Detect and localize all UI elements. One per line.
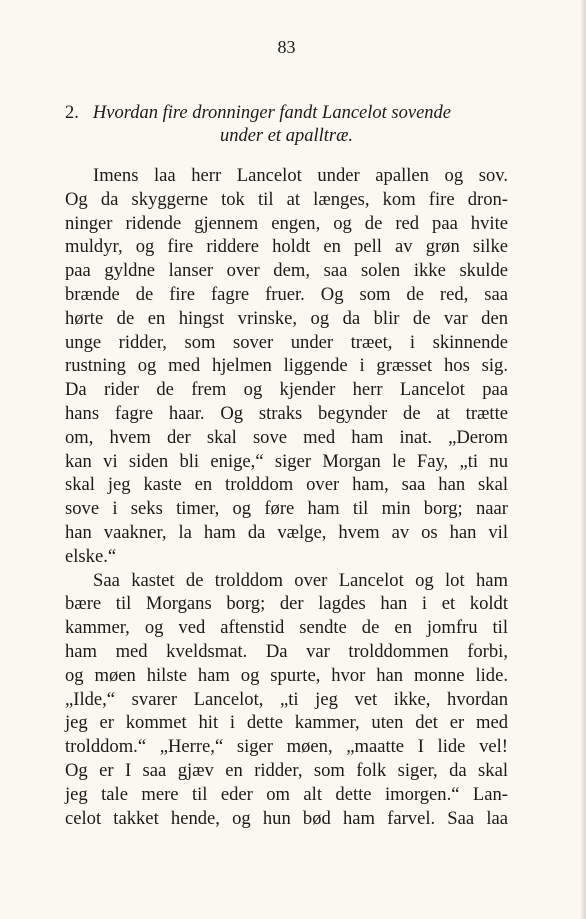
chapter-title-part-1: Hvordan fire dronninger fandt Lancelot sovende — [92, 103, 452, 123]
page-edge-shadow — [580, 0, 586, 919]
text-line: jeg tale mere til eder om alt dette imorgen.“ Lan- — [65, 783, 508, 805]
text-line: trolddom.“ „Herre,“ siger møen, „maatte I lide vel! — [65, 736, 508, 758]
chapter-title-part-2: under et apalltræ. — [219, 126, 354, 146]
text-line: hørte de en hingst vrinske, og da blir de var den — [65, 307, 508, 329]
text-line: jeg er kommet hit i dette kammer, uten det er med — [65, 712, 508, 734]
text-line: han vaakner, la ham da vælge, hvem av os han vil — [65, 521, 508, 543]
text-line: skal jeg kaste en trolddom over ham, saa han skal — [65, 474, 508, 496]
text-line: Saa kastet de trolddom over Lancelot og lot ham — [93, 569, 508, 591]
text-line: og møen hilste ham og spurte, hvor han monne lide. — [65, 664, 508, 686]
text-line: Da rider de frem og kjender herr Lancelot paa — [65, 379, 508, 401]
text-line: ham med kveldsmat. Da var trolddommen forbi, — [65, 640, 508, 662]
text-line: brænde de fire fagre fruer. Og som de red, saa — [65, 283, 508, 305]
text-line: Og er I saa gjæv en ridder, som folk siger, da skal — [65, 759, 508, 781]
page-number: 83 — [277, 37, 296, 57]
text-line: Og da skyggerne tok til at længes, kom fire dron- — [65, 188, 508, 210]
body-text — [65, 164, 508, 830]
text-line: hans fagre haar. Og straks begynder de at trætte — [65, 402, 508, 424]
text-line: paa gyldne lanser over dem, saa solen ikke skulde — [65, 260, 508, 282]
text-line: elske.“ — [65, 545, 117, 567]
text-line: sove i seks timer, og føre ham til min borg; naar — [65, 498, 508, 520]
text-line: unge ridder, som sover under træet, i skinnende — [65, 331, 508, 353]
text-line: rustning og med hjelmen liggende i græsset hos sig. — [65, 355, 508, 377]
chapter-heading — [65, 102, 508, 148]
text-line: kammer, og ved aftenstid sendte de en jomfru til — [65, 617, 508, 639]
chapter-heading-line-1 — [65, 102, 508, 125]
chapter-number: 2. — [65, 103, 79, 123]
text-line: Imens laa herr Lancelot under apallen og sov. — [93, 165, 508, 186]
text-line: muldyr, og fire riddere holdt en pell av grøn silke — [65, 236, 508, 258]
text-line: kan vi siden bli enige,“ siger Morgan le Fay, „ti nu — [65, 450, 508, 472]
text-line: om, hvem der skal sove med ham inat. „Derom — [65, 426, 508, 448]
text-line: „Ilde,“ svarer Lancelot, „ti jeg vet ikke, hvordan — [65, 688, 508, 710]
text-line: ninger ridende gjennem engen, og de red paa hvite — [65, 212, 508, 234]
text-line: bære til Morgans borg; der lagdes han i et koldt — [65, 593, 508, 615]
text-line: celot takket hende, og hun bød ham farvel. Saa laa — [65, 807, 508, 829]
